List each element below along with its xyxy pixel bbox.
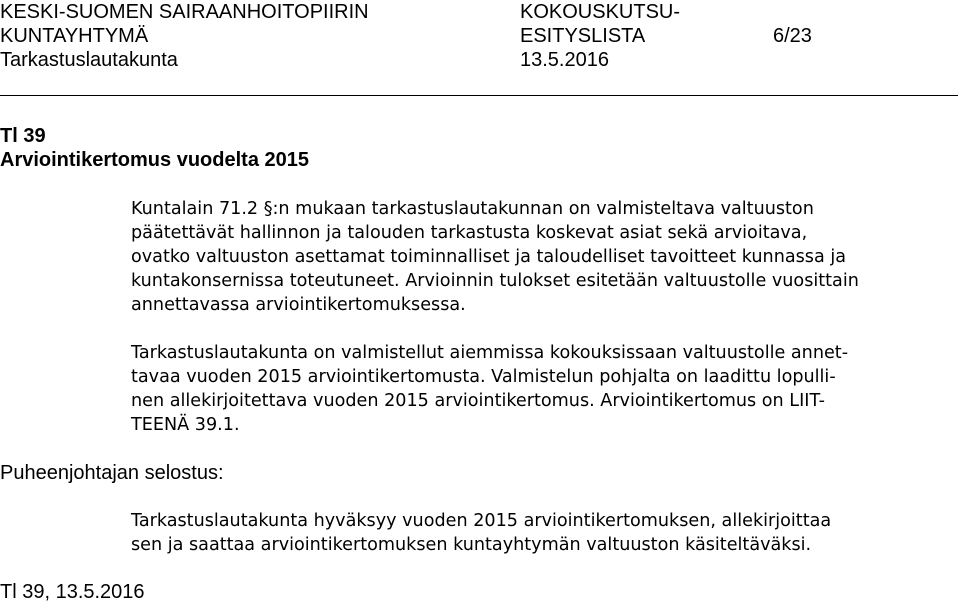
meeting-date: 13.5.2016 xyxy=(520,49,609,71)
paragraph1-line: ovatko valtuuston asettamat toiminnalliset ja taloudelliset tavoitteet kunnassa ja xyxy=(131,247,847,267)
paragraph1-line: annettavassa arviointikertomuksessa. xyxy=(131,295,466,315)
section-title: Arviointikertomus vuodelta 2015 xyxy=(0,149,309,171)
org-name-line2: KUNTAYHTYMÄ xyxy=(0,25,149,47)
doc-type-line1: KOKOUSKUTSU- xyxy=(520,1,681,23)
paragraph1-line: Kuntalain 71.2 §:n mukaan tarkastuslautakunnan on valmisteltava valtuuston xyxy=(131,199,814,219)
paragraph2-line: Tarkastuslautakunta on valmistellut aiemmissa kokouksissaan valtuustolle annet- xyxy=(131,343,849,363)
chair-statement-label: Puheenjohtajan selostus: xyxy=(0,462,224,484)
paragraph2-line: tavaa vuoden 2015 arviointikertomusta. Valmistelun pohjalta on laadittu lopulli- xyxy=(131,367,836,387)
paragraph1-line: päätettävät hallinnon ja talouden tarkastusta koskevat asiat sekä arvioitava, xyxy=(131,223,808,243)
paragraph1-line: kuntakonsernissa toteutuneet. Arvioinnin tulokset esitetään valtuustolle vuosittain xyxy=(131,271,859,291)
paragraph2-line: nen allekirjoitettava vuoden 2015 arviointikertomus. Arviointikertomus on LIIT- xyxy=(131,391,825,411)
org-name-line1: KESKI-SUOMEN SAIRAANHOITOPIIRIN xyxy=(0,1,369,23)
decision-reference: Tl 39, 13.5.2016 xyxy=(0,581,145,603)
page-number: 6/23 xyxy=(773,25,812,47)
section-number: Tl 39 xyxy=(0,125,46,147)
body-name: Tarkastuslautakunta xyxy=(0,49,178,71)
proposal-line: sen ja saattaa arviointikertomuksen kuntayhtymän valtuuston käsiteltäväksi. xyxy=(131,535,812,555)
header-rule xyxy=(0,95,958,96)
paragraph2-line: TEENÄ 39.1. xyxy=(131,415,240,435)
proposal-line: Tarkastuslautakunta hyväksyy vuoden 2015 arviointikertomuksen, allekirjoittaa xyxy=(131,511,832,531)
doc-type-line2: ESITYSLISTA xyxy=(520,25,646,47)
